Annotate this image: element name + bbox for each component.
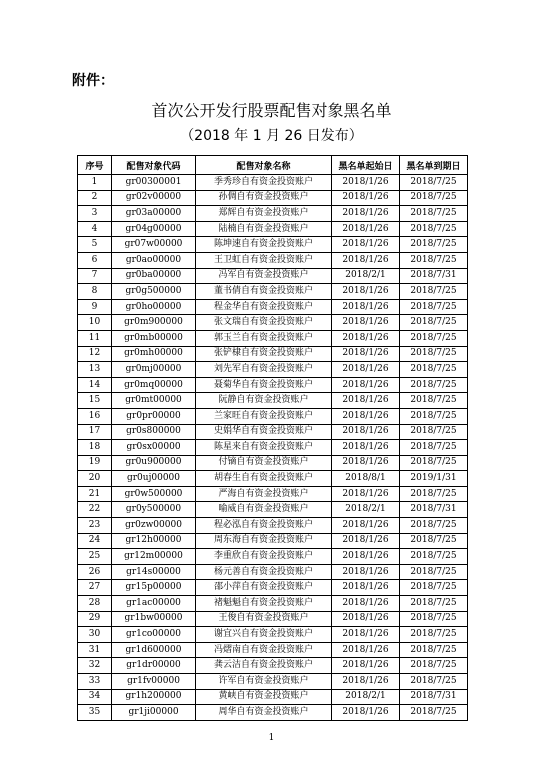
cell-end-date: 2018/7/25: [400, 658, 468, 674]
table-header-row: [78, 156, 468, 175]
cell-start-date: 2018/1/26: [332, 580, 400, 596]
cell-end-date: 2018/7/25: [400, 518, 468, 534]
cell-end-date: 2019/1/31: [400, 471, 468, 487]
col-header-index: 序号: [78, 156, 112, 175]
cell-end-date: 2018/7/31: [400, 689, 468, 705]
table-row: [78, 424, 468, 440]
cell-start-date: 2018/1/26: [332, 299, 400, 315]
cell-code: gr1ji00000: [112, 705, 196, 721]
cell-name: 黄峡自有资金投资账户: [196, 689, 332, 705]
table-row: [78, 674, 468, 690]
cell-code: gr1co00000: [112, 627, 196, 643]
cell-index: 17: [78, 424, 112, 440]
cell-start-date: 2018/1/26: [332, 627, 400, 643]
cell-index: 21: [78, 486, 112, 502]
col-header-code: 配售对象代码: [112, 156, 196, 175]
cell-code: gr12h00000: [112, 533, 196, 549]
cell-code: gr1d600000: [112, 642, 196, 658]
table-row: [78, 564, 468, 580]
table-row: [78, 284, 468, 300]
cell-name: 刘先军自有资金投资账户: [196, 362, 332, 378]
cell-index: 13: [78, 362, 112, 378]
cell-name: 邵小萍自有资金投资账户: [196, 580, 332, 596]
col-header-name: 配售对象名称: [196, 156, 332, 175]
cell-name: 王俊自有资金投资账户: [196, 611, 332, 627]
cell-code: gr0w500000: [112, 486, 196, 502]
cell-name: 季秀珍自有资金投资账户: [196, 175, 332, 191]
cell-end-date: 2018/7/25: [400, 408, 468, 424]
cell-code: gr0uj00000: [112, 471, 196, 487]
table-row: [78, 705, 468, 721]
cell-code: gr0y500000: [112, 502, 196, 518]
cell-start-date: 2018/8/1: [332, 471, 400, 487]
cell-index: 26: [78, 564, 112, 580]
table-row: [78, 315, 468, 331]
table-body: [78, 175, 468, 721]
cell-name: 褚魁魁自有资金投资账户: [196, 596, 332, 612]
cell-index: 25: [78, 549, 112, 565]
table-row: [78, 627, 468, 643]
cell-end-date: 2018/7/25: [400, 486, 468, 502]
page-title: 首次公开发行股票配售对象黑名单: [151, 101, 392, 120]
cell-name: 陆楠自有资金投资账户: [196, 221, 332, 237]
cell-start-date: 2018/1/26: [332, 518, 400, 534]
table-row: [78, 190, 468, 206]
cell-name: 张铲棣自有资金投资账户: [196, 346, 332, 362]
cell-index: 31: [78, 642, 112, 658]
cell-end-date: 2018/7/25: [400, 674, 468, 690]
table-row: [78, 268, 468, 284]
cell-name: 冯军自有资金投资账户: [196, 268, 332, 284]
cell-start-date: 2018/1/26: [332, 658, 400, 674]
cell-name: 付镝自有资金投资账户: [196, 455, 332, 471]
cell-code: gr0s800000: [112, 424, 196, 440]
cell-start-date: 2018/2/1: [332, 689, 400, 705]
cell-index: 28: [78, 596, 112, 612]
cell-end-date: 2018/7/25: [400, 315, 468, 331]
cell-end-date: 2018/7/25: [400, 455, 468, 471]
cell-index: 30: [78, 627, 112, 643]
cell-code: gr1h200000: [112, 689, 196, 705]
table-row: [78, 237, 468, 253]
table-row: [78, 471, 468, 487]
cell-start-date: 2018/1/26: [332, 315, 400, 331]
cell-code: gr12m00000: [112, 549, 196, 565]
table-header: [78, 156, 468, 175]
table-row: [78, 440, 468, 456]
cell-name: 孙倜自有资金投资账户: [196, 190, 332, 206]
cell-name: 许军自有资金投资账户: [196, 674, 332, 690]
cell-start-date: 2018/1/26: [332, 596, 400, 612]
cell-code: gr0ba00000: [112, 268, 196, 284]
cell-end-date: 2018/7/25: [400, 206, 468, 222]
cell-code: gr0mh00000: [112, 346, 196, 362]
cell-end-date: 2018/7/25: [400, 237, 468, 253]
table-row: [78, 362, 468, 378]
cell-code: gr0u900000: [112, 455, 196, 471]
table-row: [78, 393, 468, 409]
table-row: [78, 377, 468, 393]
cell-end-date: 2018/7/25: [400, 299, 468, 315]
cell-name: 李重欣自有资金投资账户: [196, 549, 332, 565]
cell-code: gr00300001: [112, 175, 196, 191]
cell-start-date: 2018/1/26: [332, 330, 400, 346]
table-row: [78, 330, 468, 346]
cell-start-date: 2018/1/26: [332, 221, 400, 237]
cell-index: 18: [78, 440, 112, 456]
cell-index: 23: [78, 518, 112, 534]
cell-code: gr0m900000: [112, 315, 196, 331]
cell-end-date: 2018/7/25: [400, 362, 468, 378]
cell-code: gr03a00000: [112, 206, 196, 222]
cell-name: 周东海自有资金投资账户: [196, 533, 332, 549]
cell-name: 王卫虹自有资金投资账户: [196, 252, 332, 268]
cell-code: gr0ao00000: [112, 252, 196, 268]
cell-start-date: 2018/1/26: [332, 408, 400, 424]
table-row: [78, 455, 468, 471]
table-row: [78, 533, 468, 549]
cell-start-date: 2018/1/26: [332, 642, 400, 658]
cell-index: 16: [78, 408, 112, 424]
blacklist-table: [77, 155, 468, 721]
cell-name: 郑辉自有资金投资账户: [196, 206, 332, 222]
cell-name: 杨元善自有资金投资账户: [196, 564, 332, 580]
table-row: [78, 252, 468, 268]
cell-index: 15: [78, 393, 112, 409]
cell-name: 程必泓自有资金投资账户: [196, 518, 332, 534]
publish-date-subtitle: （2018 年 1 月 26 日发布）: [180, 128, 363, 144]
cell-code: gr0g500000: [112, 284, 196, 300]
cell-start-date: 2018/1/26: [332, 393, 400, 409]
cell-end-date: 2018/7/25: [400, 346, 468, 362]
cell-start-date: 2018/1/26: [332, 455, 400, 471]
cell-index: 32: [78, 658, 112, 674]
cell-index: 4: [78, 221, 112, 237]
cell-end-date: 2018/7/25: [400, 549, 468, 565]
cell-start-date: 2018/2/1: [332, 502, 400, 518]
cell-index: 6: [78, 252, 112, 268]
table-row: [78, 596, 468, 612]
cell-code: gr1fv00000: [112, 674, 196, 690]
cell-name: 史娟华自有资金投资账户: [196, 424, 332, 440]
cell-index: 34: [78, 689, 112, 705]
cell-start-date: 2018/1/26: [332, 346, 400, 362]
attachment-label: 附件：: [72, 73, 114, 89]
cell-name: 程金华自有资金投资账户: [196, 299, 332, 315]
cell-index: 2: [78, 190, 112, 206]
cell-index: 7: [78, 268, 112, 284]
table-row: [78, 502, 468, 518]
cell-code: gr0zw00000: [112, 518, 196, 534]
cell-start-date: 2018/1/26: [332, 377, 400, 393]
cell-start-date: 2018/1/26: [332, 284, 400, 300]
cell-end-date: 2018/7/25: [400, 611, 468, 627]
cell-start-date: 2018/1/26: [332, 705, 400, 721]
cell-name: 谢宜兴自有资金投资账户: [196, 627, 332, 643]
cell-code: gr14s00000: [112, 564, 196, 580]
cell-name: 龚云洁自有资金投资账户: [196, 658, 332, 674]
cell-end-date: 2018/7/25: [400, 705, 468, 721]
cell-start-date: 2018/1/26: [332, 674, 400, 690]
cell-end-date: 2018/7/25: [400, 175, 468, 191]
cell-code: gr1dr00000: [112, 658, 196, 674]
cell-index: 9: [78, 299, 112, 315]
cell-index: 3: [78, 206, 112, 222]
cell-start-date: 2018/1/26: [332, 549, 400, 565]
cell-end-date: 2018/7/25: [400, 393, 468, 409]
cell-end-date: 2018/7/25: [400, 580, 468, 596]
cell-start-date: 2018/1/26: [332, 206, 400, 222]
cell-code: gr02v00000: [112, 190, 196, 206]
table-row: [78, 206, 468, 222]
cell-start-date: 2018/1/26: [332, 175, 400, 191]
cell-index: 35: [78, 705, 112, 721]
cell-start-date: 2018/1/26: [332, 362, 400, 378]
cell-name: 阮静自有资金投资账户: [196, 393, 332, 409]
cell-end-date: 2018/7/25: [400, 284, 468, 300]
cell-index: 33: [78, 674, 112, 690]
cell-name: 张文瑞自有资金投资账户: [196, 315, 332, 331]
cell-start-date: 2018/1/26: [332, 424, 400, 440]
cell-code: gr0pr00000: [112, 408, 196, 424]
cell-code: gr0mt00000: [112, 393, 196, 409]
cell-end-date: 2018/7/25: [400, 252, 468, 268]
cell-name: 郭玉兰自有资金投资账户: [196, 330, 332, 346]
cell-start-date: 2018/1/26: [332, 611, 400, 627]
table-row: [78, 580, 468, 596]
cell-start-date: 2018/2/1: [332, 268, 400, 284]
cell-end-date: 2018/7/31: [400, 502, 468, 518]
cell-code: gr07w00000: [112, 237, 196, 253]
cell-index: 8: [78, 284, 112, 300]
cell-start-date: 2018/1/26: [332, 237, 400, 253]
cell-code: gr0mq00000: [112, 377, 196, 393]
cell-index: 12: [78, 346, 112, 362]
table-row: [78, 689, 468, 705]
cell-index: 24: [78, 533, 112, 549]
cell-name: 周华自有资金投资账户: [196, 705, 332, 721]
cell-name: 冯熠南自有资金投资账户: [196, 642, 332, 658]
cell-index: 20: [78, 471, 112, 487]
cell-code: gr0mj00000: [112, 362, 196, 378]
cell-name: 严海自有资金投资账户: [196, 486, 332, 502]
cell-index: 22: [78, 502, 112, 518]
cell-code: gr15p00000: [112, 580, 196, 596]
cell-start-date: 2018/1/26: [332, 486, 400, 502]
cell-end-date: 2018/7/25: [400, 533, 468, 549]
cell-index: 27: [78, 580, 112, 596]
table-row: [78, 486, 468, 502]
cell-end-date: 2018/7/25: [400, 627, 468, 643]
table-row: [78, 518, 468, 534]
cell-end-date: 2018/7/31: [400, 268, 468, 284]
cell-index: 1: [78, 175, 112, 191]
table-row: [78, 549, 468, 565]
col-header-end-date: 黑名单到期日: [400, 156, 468, 175]
cell-index: 10: [78, 315, 112, 331]
cell-code: gr0mb00000: [112, 330, 196, 346]
cell-end-date: 2018/7/25: [400, 330, 468, 346]
page-number: 1: [268, 733, 275, 743]
table-row: [78, 408, 468, 424]
cell-name: 聂菊华自有资金投资账户: [196, 377, 332, 393]
cell-start-date: 2018/1/26: [332, 533, 400, 549]
table-row: [78, 175, 468, 191]
cell-end-date: 2018/7/25: [400, 642, 468, 658]
cell-start-date: 2018/1/26: [332, 440, 400, 456]
cell-index: 5: [78, 237, 112, 253]
cell-index: 29: [78, 611, 112, 627]
cell-name: 兰家旺自有资金投资账户: [196, 408, 332, 424]
col-header-start-date: 黑名单起始日: [332, 156, 400, 175]
cell-name: 陈星来自有资金投资账户: [196, 440, 332, 456]
cell-end-date: 2018/7/25: [400, 424, 468, 440]
cell-end-date: 2018/7/25: [400, 190, 468, 206]
cell-code: gr04g00000: [112, 221, 196, 237]
cell-name: 胡春生自有资金投资账户: [196, 471, 332, 487]
table-row: [78, 642, 468, 658]
table-row: [78, 299, 468, 315]
table-row: [78, 658, 468, 674]
table-row: [78, 611, 468, 627]
cell-code: gr0sx00000: [112, 440, 196, 456]
cell-name: 董书倩自有资金投资账户: [196, 284, 332, 300]
table-row: [78, 346, 468, 362]
cell-name: 陈坤速自有资金投资账户: [196, 237, 332, 253]
cell-end-date: 2018/7/25: [400, 564, 468, 580]
cell-index: 11: [78, 330, 112, 346]
cell-end-date: 2018/7/25: [400, 221, 468, 237]
cell-start-date: 2018/1/26: [332, 252, 400, 268]
cell-end-date: 2018/7/25: [400, 596, 468, 612]
cell-index: 19: [78, 455, 112, 471]
table-row: [78, 221, 468, 237]
cell-end-date: 2018/7/25: [400, 377, 468, 393]
cell-name: 喻威自有资金投资账户: [196, 502, 332, 518]
cell-code: gr1ac00000: [112, 596, 196, 612]
cell-start-date: 2018/1/26: [332, 190, 400, 206]
cell-end-date: 2018/7/25: [400, 440, 468, 456]
cell-start-date: 2018/1/26: [332, 564, 400, 580]
cell-index: 14: [78, 377, 112, 393]
cell-code: gr1bw00000: [112, 611, 196, 627]
cell-code: gr0ho00000: [112, 299, 196, 315]
